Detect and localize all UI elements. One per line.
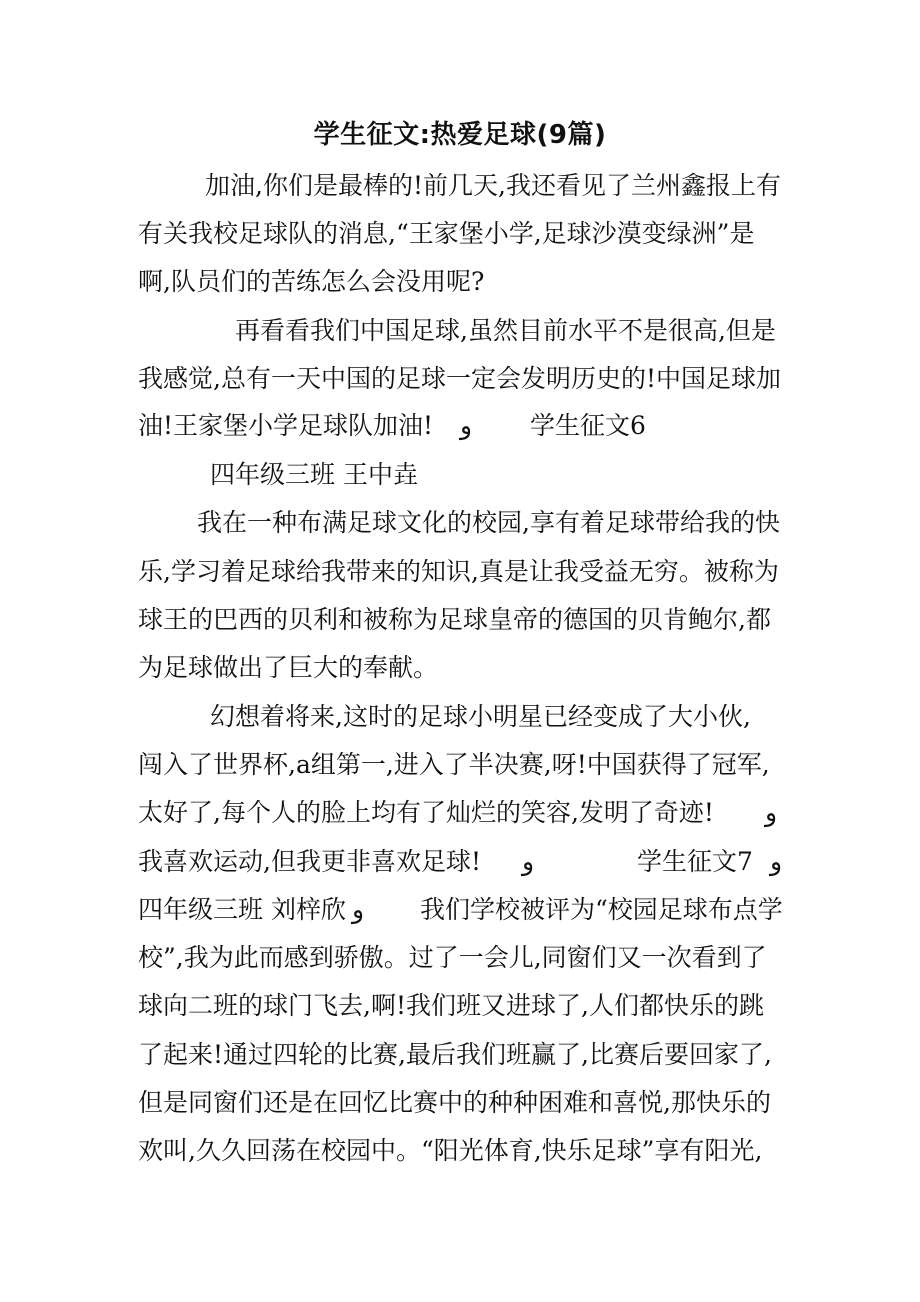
text-line: 我们学校被评为“校园足球布点学 [420, 895, 783, 924]
paragraph-mark: و [522, 847, 535, 876]
author-line: 四年级三班 王中垚 [210, 460, 418, 489]
text-line: 闯入了世界杯,a组第一,进入了半决赛,呀!中国获得了冠军, [138, 750, 770, 779]
text-line: 太好了,每个人的脸上均有了灿烂的笑容,发明了奇迹! [138, 798, 714, 827]
paragraph-mark: و [352, 895, 365, 924]
text-line: 我喜欢运动,但我更非喜欢足球! [138, 847, 481, 876]
text-line: 油!王家堡小学足球队加油! [138, 411, 434, 440]
paragraph-mark: و [460, 411, 473, 440]
text-line: 我感觉,总有一天中国的足球一定会发明历史的!中国足球加 [138, 364, 781, 393]
text-line: 有关我校足球队的消息,“王家堡小学,足球沙漠变绿洲”是 [138, 219, 755, 248]
section-heading: 学生征文6 [530, 411, 646, 440]
text-line: 球王的巴西的贝利和被称为足球皇帝的德国的贝肯鲍尔,都 [138, 605, 771, 634]
text-line: 啊,队员们的苦练怎么会没用呢? [138, 267, 485, 296]
text-line: 为足球做出了巨大的奉献。 [138, 653, 439, 682]
author-line: 四年级三班 刘梓欣 [138, 895, 346, 924]
text-line: 幻想着将来,这时的足球小明星已经变成了大小伙, [210, 702, 751, 731]
document-title: 学生征文:热爱足球(9篇) [313, 120, 607, 150]
text-line: 乐,学习着足球给我带来的知识,真是让我受益无穷。被称为 [138, 557, 779, 586]
text-line: 了起来!通过四轮的比赛,最后我们班赢了,比赛后要回家了, [138, 1040, 772, 1069]
text-line: 加油,你们是最棒的!前几天,我还看见了兰州鑫报上有 [205, 171, 781, 200]
text-line: 但是同窗们还是在回忆比赛中的种种困难和喜悦,那快乐的 [138, 1088, 771, 1117]
text-line: 我在一种布满足球文化的校园,享有着足球带给我的快 [197, 508, 780, 537]
paragraph-mark: و [770, 847, 783, 876]
text-line: 校”,我为此而感到骄傲。过了一会儿,同窗们又一次看到了 [138, 943, 767, 972]
text-line: 球向二班的球门飞去,啊!我们班又进球了,人们都快乐的跳 [138, 991, 764, 1020]
text-line: 欢叫,久久回荡在校园中。“阳光体育,快乐足球”享有阳光, [138, 1136, 763, 1165]
paragraph-mark: و [765, 798, 778, 827]
text-line: 再看看我们中国足球,虽然目前水平不是很高,但是 [235, 316, 776, 345]
section-heading: 学生征文7 [637, 847, 753, 876]
